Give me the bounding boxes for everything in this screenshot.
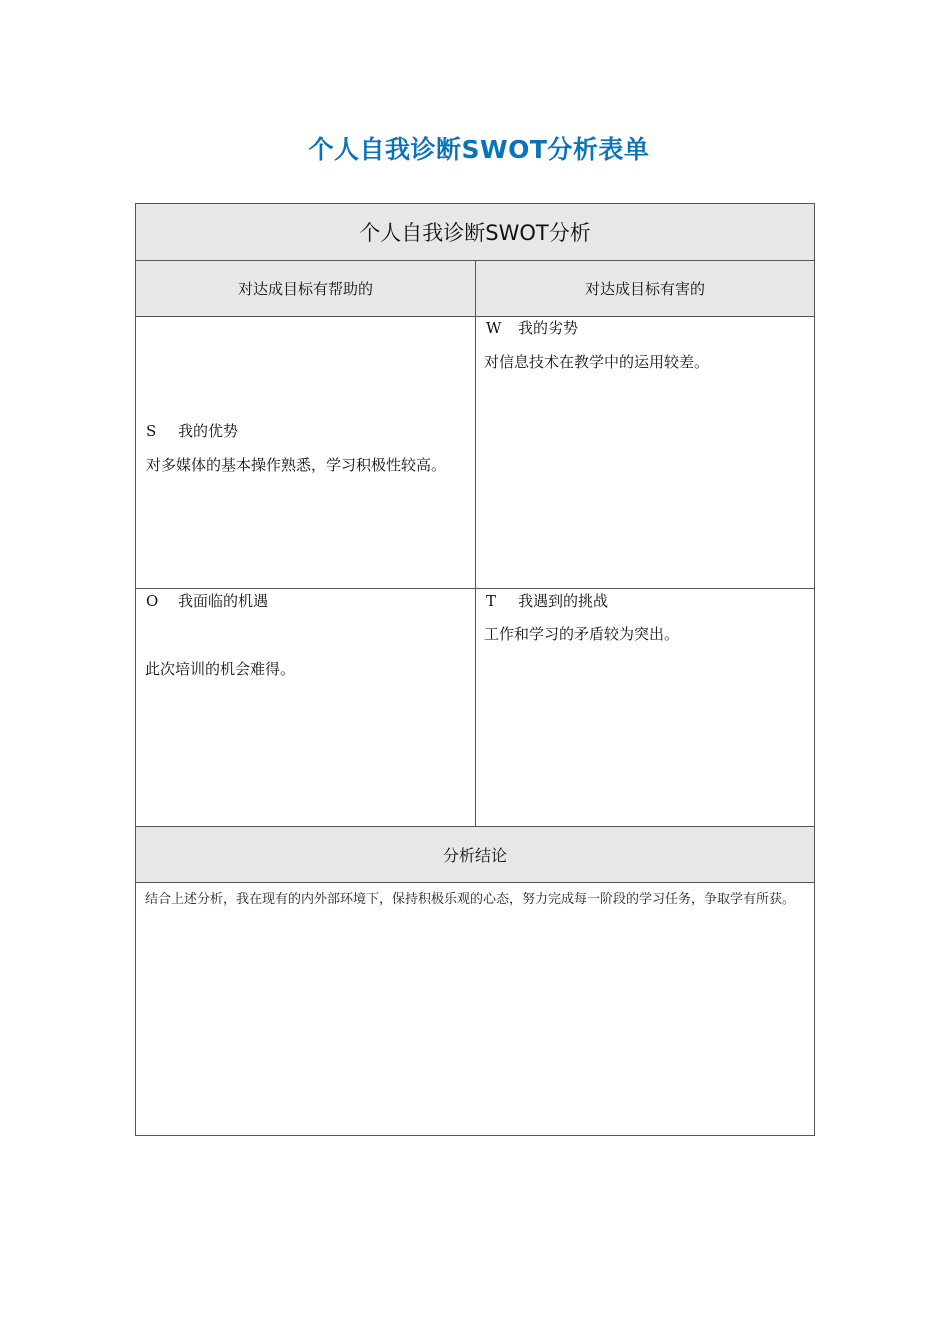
weaknesses-letter: W — [486, 319, 502, 337]
weaknesses-text: 对信息技术在教学中的运用较差。 — [484, 353, 710, 371]
strengths-label: 我的优势 — [178, 422, 239, 440]
table-heading: 个人自我诊断SWOT分析 — [136, 204, 814, 260]
opportunities-text: 此次培训的机会难得。 — [145, 660, 296, 678]
threats-title — [486, 590, 608, 612]
weaknesses-label: 我的劣势 — [518, 319, 579, 337]
helpful-column-header: 对达成目标有帮助的 — [136, 261, 475, 316]
conclusion-header: 分析结论 — [136, 827, 814, 882]
divider — [136, 588, 814, 589]
strengths-letter: S — [146, 422, 157, 440]
column-divider — [475, 261, 476, 827]
document-title: 个人自我诊断SWOT分析表单 — [308, 135, 650, 164]
opportunities-title — [146, 590, 268, 612]
swot-table — [135, 203, 815, 1136]
strengths-title — [146, 420, 238, 442]
strengths-text: 对多媒体的基本操作熟悉，学习积极性较高。 — [146, 456, 447, 474]
opportunities-letter: O — [146, 592, 159, 610]
threats-label: 我遇到的挑战 — [518, 592, 609, 610]
opportunities-label: 我面临的机遇 — [178, 592, 269, 610]
threats-text: 工作和学习的矛盾较为突出。 — [484, 625, 680, 643]
conclusion-text: 结合上述分析，我在现有的内外部环境下，保持积极乐观的心态，努力完成每一阶段的学习任务，争取学有所获。 — [145, 892, 796, 907]
harmful-column-header: 对达成目标有害的 — [476, 261, 814, 316]
divider — [136, 882, 814, 883]
weaknesses-title — [486, 317, 578, 339]
threats-letter: T — [486, 592, 497, 610]
